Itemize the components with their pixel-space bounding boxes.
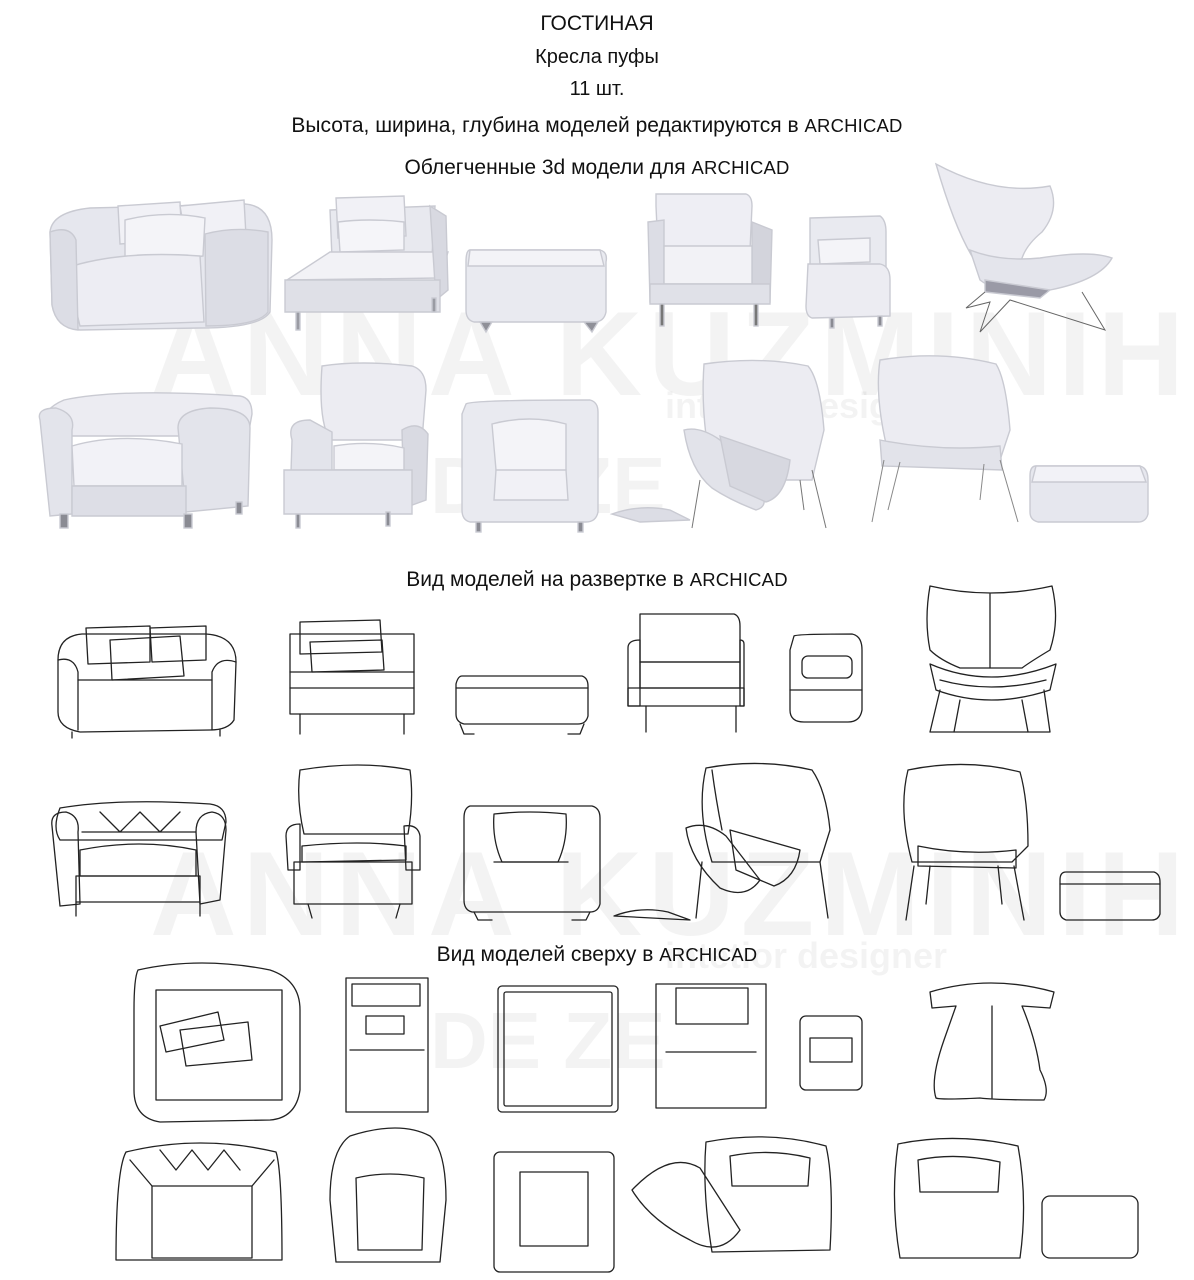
elevation-group	[52, 586, 1160, 920]
item-count: 11 шт.	[569, 78, 625, 100]
render-armchair-rounded	[50, 200, 272, 330]
top-lounge-chair-throw	[632, 1137, 831, 1252]
render-wing-lounge-chair	[936, 164, 1112, 332]
render-chesterfield-armchair	[39, 393, 252, 528]
elevation-chaise-longue	[290, 620, 414, 734]
elevation-heading-text: Вид моделей на развертке в	[406, 568, 684, 591]
render-wingback-armchair	[284, 363, 428, 528]
edit-note-text: Высота, ширина, глубина моделей редактируются в	[291, 114, 799, 137]
page-title: ГОСТИНАЯ	[540, 12, 654, 35]
top-armchair-tufted-back	[656, 984, 766, 1108]
elevation-heading-brand: ARCHICAD	[689, 569, 788, 590]
top-view-heading-text: Вид моделей сверху в	[436, 943, 654, 966]
top-wingback-armchair	[330, 1128, 446, 1262]
edit-note-brand: ARCHICAD	[804, 115, 903, 136]
elevation-armchair-compact	[790, 634, 862, 722]
top-armchair-rounded	[134, 963, 300, 1122]
elevation-pouf-square	[456, 676, 588, 734]
render-lounge-chair-with-ottoman	[872, 356, 1148, 522]
models-heading-brand: ARCHICAD	[691, 157, 790, 178]
elevation-armchair-tufted-back	[628, 614, 744, 732]
top-armchair-compact	[800, 1016, 862, 1090]
render-armchair-compact	[806, 216, 890, 328]
top-wing-lounge-chair	[930, 983, 1054, 1100]
elevation-wing-lounge-chair	[927, 586, 1056, 732]
elevation-armchair-rounded	[58, 626, 236, 738]
top-pouf-square	[498, 986, 618, 1112]
top-lounge-chair-with-ottoman	[894, 1138, 1138, 1258]
elevation-lounge-chair-throw	[614, 763, 830, 920]
page-subtitle: Кресла пуфы	[535, 46, 659, 68]
top-chesterfield-armchair	[116, 1143, 282, 1260]
render-lounge-chair-throw	[612, 360, 826, 528]
elevation-lounge-chair-with-ottoman	[904, 764, 1160, 920]
elevation-armchair-block	[464, 806, 600, 920]
render-armchair-tufted-back	[648, 194, 772, 326]
models-heading-text: Облегченные 3d модели для	[404, 156, 686, 179]
render-pouf-square	[466, 250, 606, 332]
top-view-group	[116, 963, 1138, 1272]
top-view-heading-brand: ARCHICAD	[659, 944, 758, 965]
top-chaise-longue	[346, 978, 428, 1112]
elevation-wingback-armchair	[286, 765, 420, 918]
render-group	[39, 164, 1148, 532]
render-armchair-block	[462, 400, 598, 532]
render-chaise-longue	[285, 196, 448, 330]
top-armchair-block	[494, 1152, 614, 1272]
elevation-chesterfield-armchair	[52, 802, 226, 916]
